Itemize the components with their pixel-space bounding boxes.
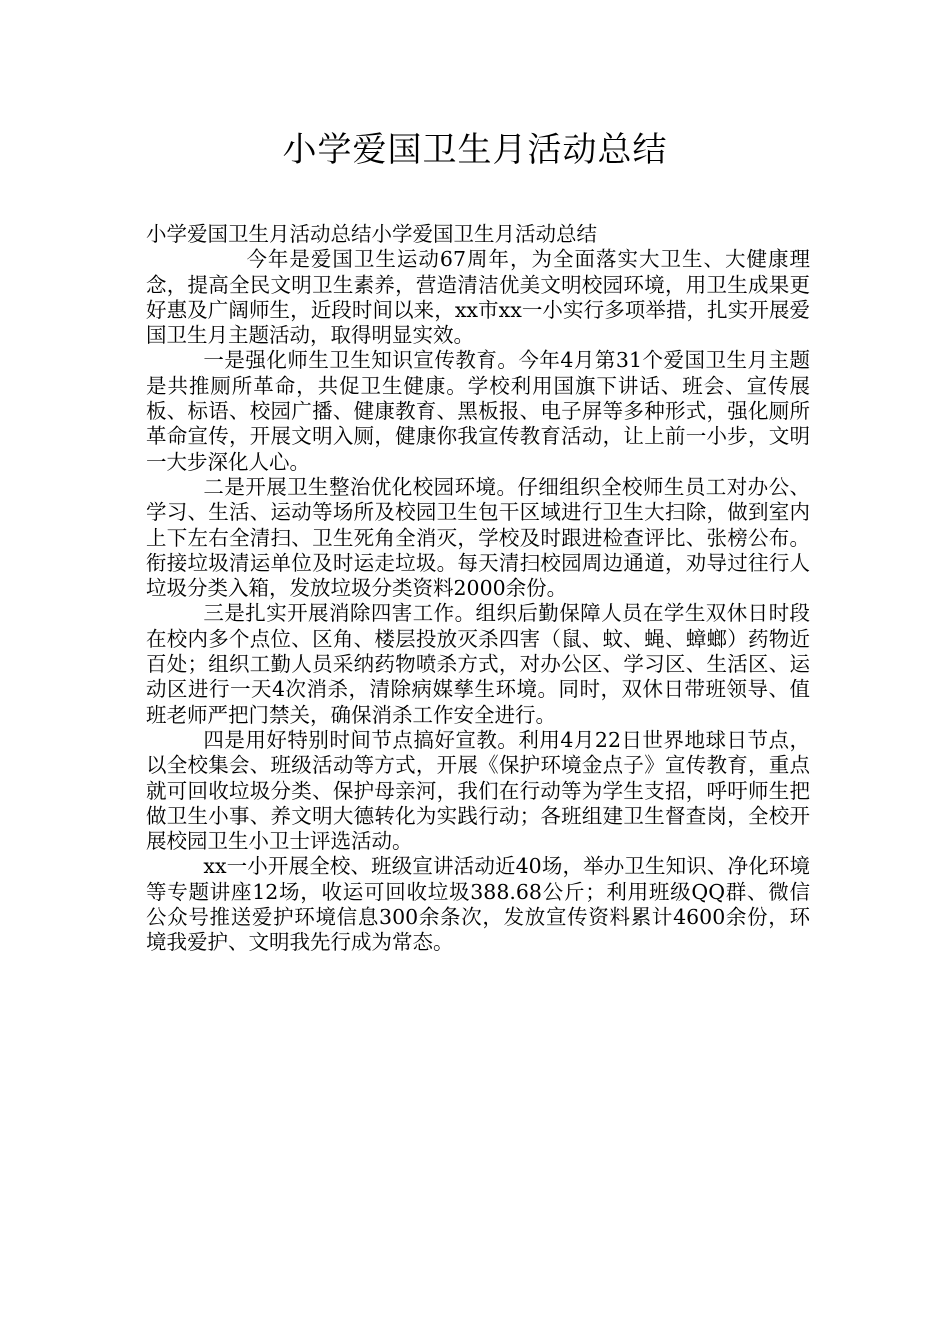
paragraph-four: 四是用好特别时间节点搞好宣教。利用4月22日世界地球日节点，以全校集会、班级活动等方式，开展《保护环境金点子》宣传教育，重点就可回收垃圾分类、保护母亲河，我们在行动等为学生支招，呼吁师生把做卫生小事、养文明大德转化为实践行动；各班组建卫生督查岗，全校开展校园卫生小卫士评选活动。 (146, 727, 810, 854)
document-body (146, 222, 810, 956)
paragraph-three: 三是扎实开展消除四害工作。组织后勤保障人员在学生双休日时段在校内多个点位、区角、楼层投放灭杀四害（鼠、蚊、蝇、蟑螂）药物近百处；组织工勤人员采纳药物喷杀方式，对办公区、学习区、生活区、运动区进行一天4次消杀，清除病媒孳生环境。同时，双休日带班领导、值班老师严把门禁关，确保消杀工作安全进行。 (146, 601, 810, 727)
paragraph-two: 二是开展卫生整治优化校园环境。仔细组织全校师生员工对办公、学习、生活、运动等场所及校园卫生包干区域进行卫生大扫除，做到室内上下左右全清扫、卫生死角全消灭，学校及时跟进检查评比、张榜公布。衔接垃圾清运单位及时运走垃圾。每天清扫校园周边通道，劝导过往行人垃圾分类入箱，发放垃圾分类资料2000余份。 (146, 474, 810, 601)
lead-line: 小学爱国卫生月活动总结小学爱国卫生月活动总结 (146, 222, 597, 246)
paragraph-summary: xx一小开展全校、班级宣讲活动近40场，举办卫生知识、净化环境等专题讲座12场，收运可回收垃圾388.68公斤；利用班级QQ群、微信公众号推送爱护环境信息300余条次，发放宣传资料累计4600余份，环境我爱护、文明我先行成为常态。 (146, 854, 810, 955)
document-title: 小学爱国卫生月活动总结 (282, 130, 668, 170)
paragraph-intro: 今年是爱国卫生运动67周年，为全面落实大卫生、大健康理念，提高全民文明卫生素养，营造清洁优美文明校园环境，用卫生成果更好惠及广阔师生，近段时间以来，xx市xx一小实行多项举措，扎实开展爱国卫生月主题活动，取得明显实效。 (146, 247, 810, 348)
paragraph-one: 一是强化师生卫生知识宣传教育。今年4月第31个爱国卫生月主题是共推厕所革命，共促卫生健康。学校利用国旗下讲话、班会、宣传展板、标语、校园广播、健康教育、黑板报、电子屏等多种形式，强化厕所革命宣传，开展文明入厕，健康你我宣传教育活动，让上前一小步，文明一大步深化人心。 (146, 348, 810, 474)
